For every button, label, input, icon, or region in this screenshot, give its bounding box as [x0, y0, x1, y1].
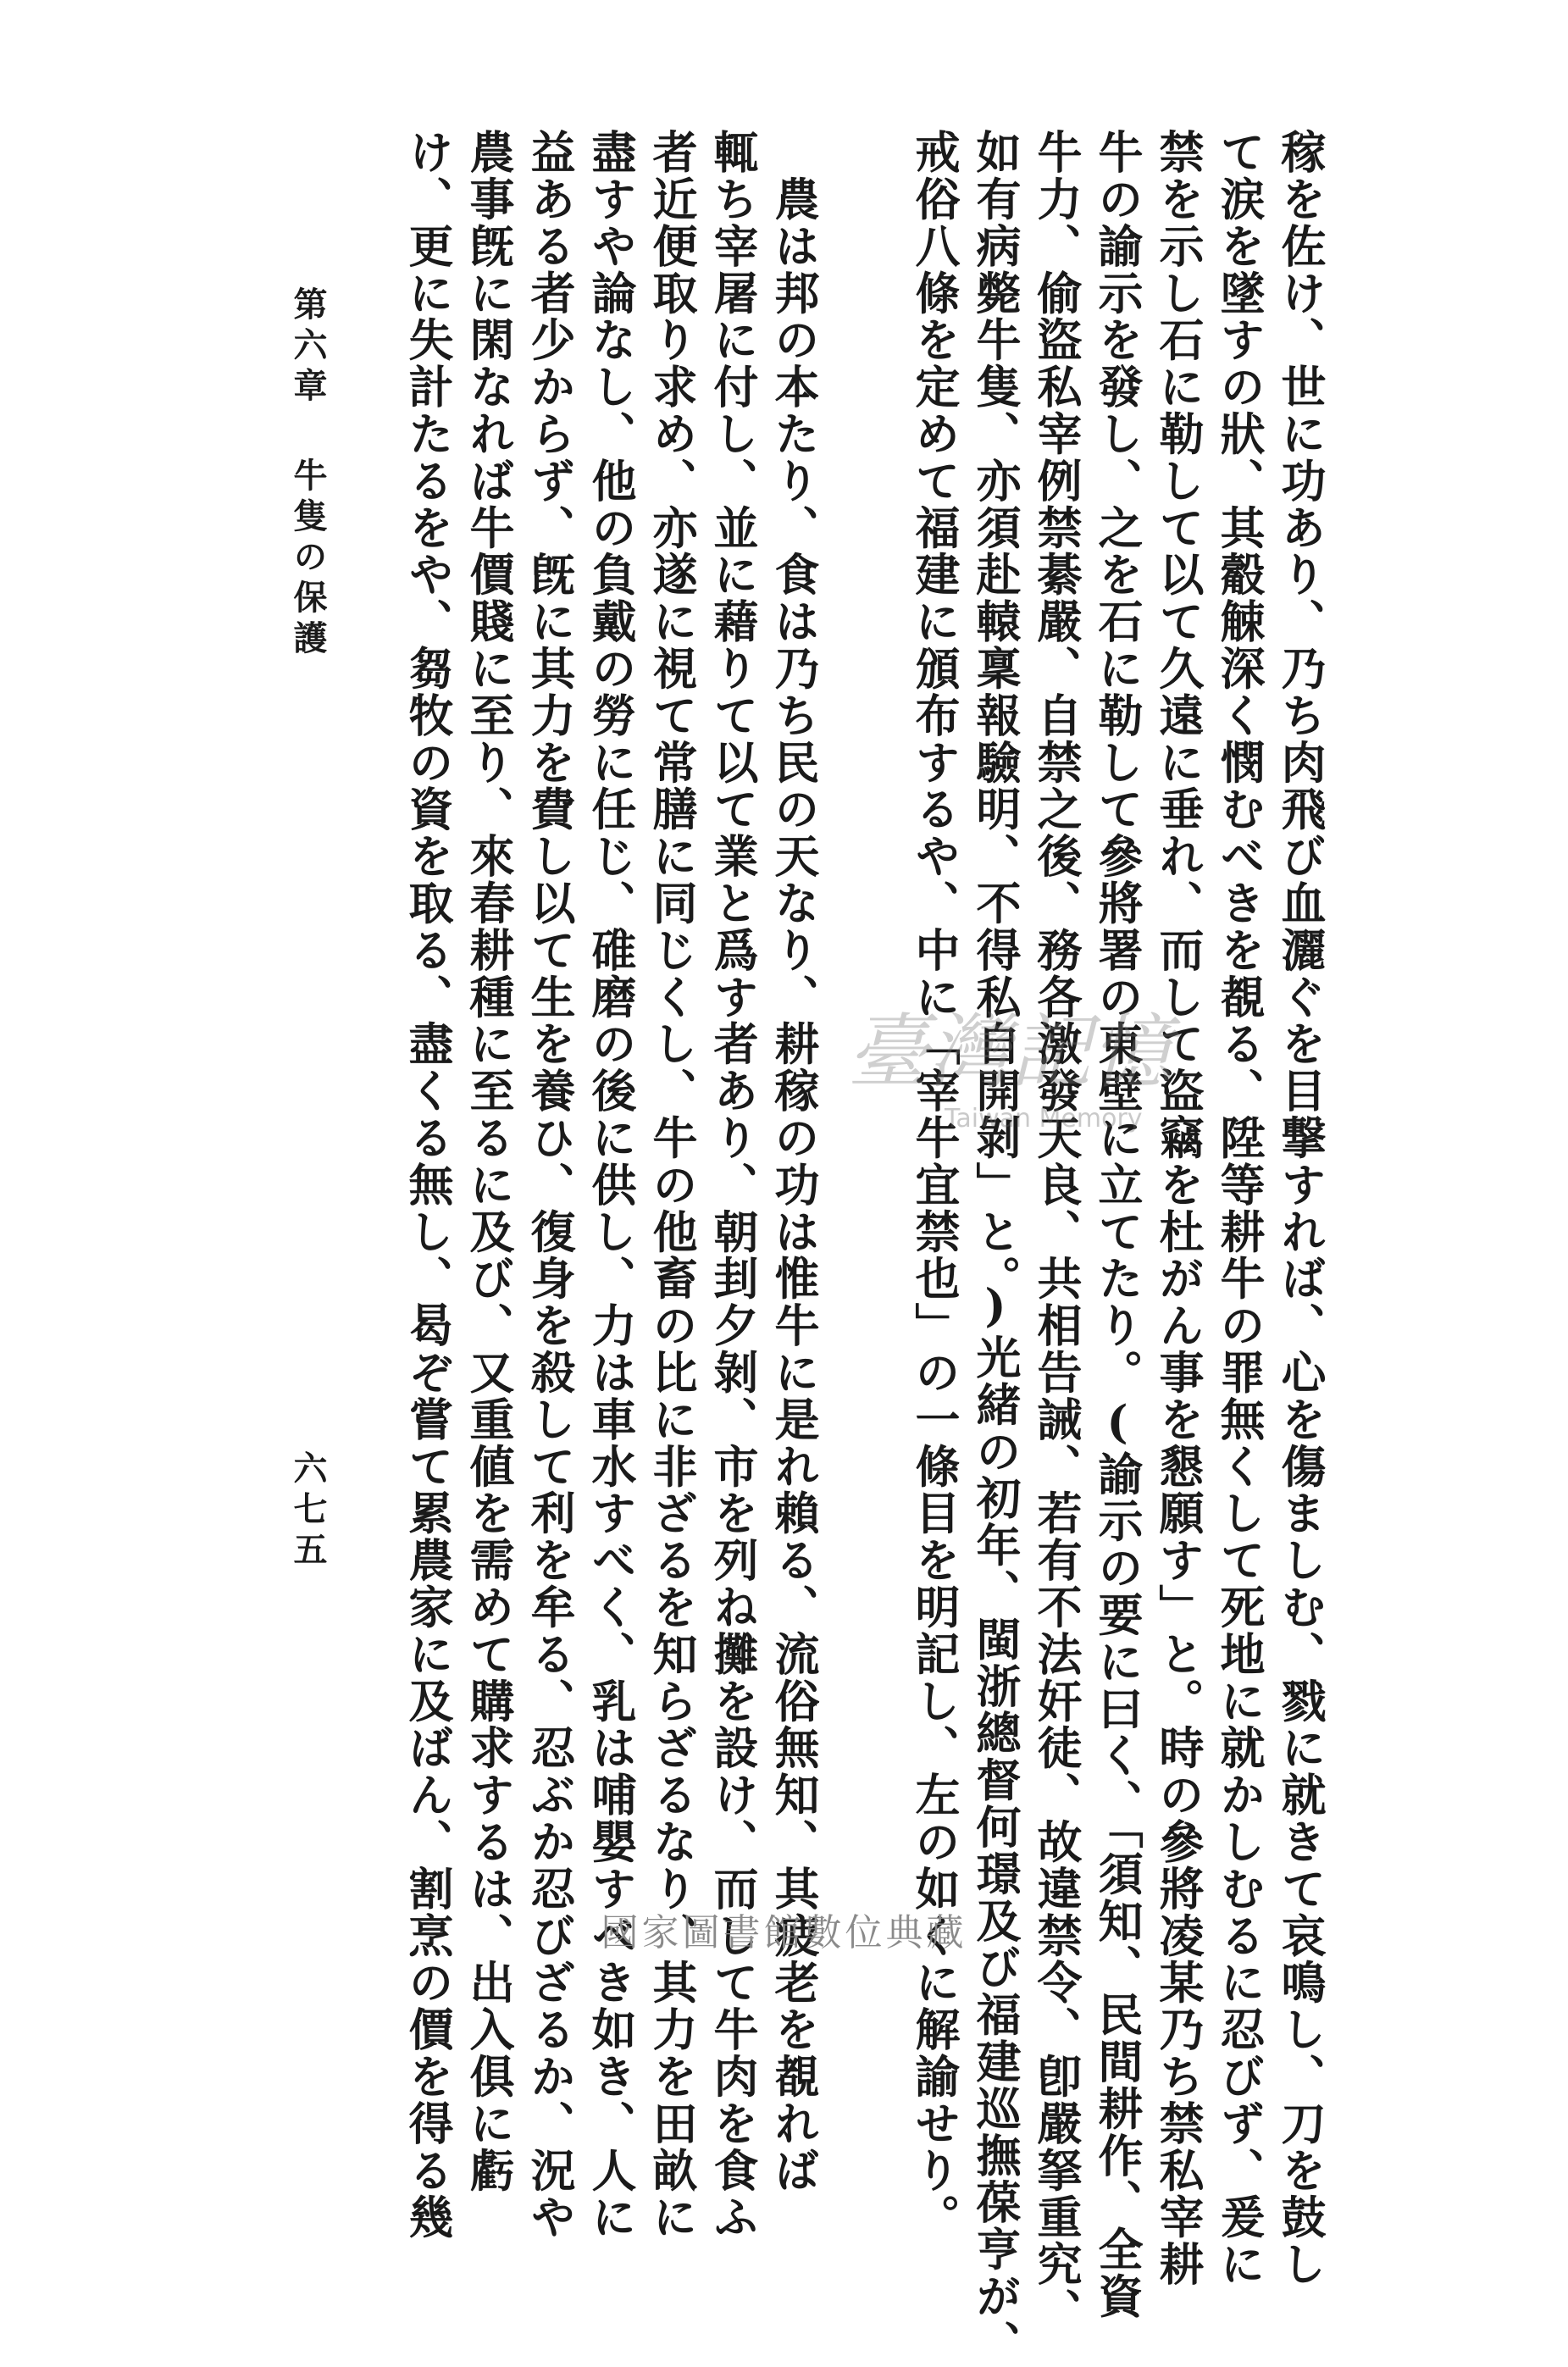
text-column-7: 戒俗八條を定めて福建に頒布するや、中に「宰牛宜禁也」の一條目を明記し、左の如くに解諭せり。: [908, 129, 961, 2241]
text-column-12: 益ある者少からず、旣に其力を費し以て生を養ひ、復身を殺して利を牟る、忍ぶか忍びざるか、況や: [524, 129, 576, 2241]
text-column-14: け、更に失計たるをや、芻牧の資を取る、盡くる無し、曷ぞ嘗て累農家に及ばん、割烹の價を得る幾: [402, 129, 454, 2241]
text-column-3: 禁を示し石に勒して以て久遠に垂れ、而して盜竊を杜がん事を懇願す」と。時の參將凌某乃ち禁私宰耕: [1152, 129, 1205, 2288]
text-column-5: 牛力、偷盜私宰例禁綦嚴、自禁之後、務各激發天良、共相告誡、若有不法奸徒、故違禁令、卽嚴拏重究、: [1030, 129, 1083, 2335]
text-column-11: 盡すや論なし、他の負戴の勞に任じ、碓磨の後に供し、力は車水すべく、乳は哺嬰すべき如き、人に: [585, 129, 637, 2241]
watermark-latin: Taiwan Memory: [945, 1104, 1143, 1134]
page-number: 六七五: [288, 1450, 328, 1572]
text-column-10: 者近便取り求め、亦遂に視て常膳に同じくし、牛の他畜の比に非ざるを知らざるなり、其力を田畝に: [645, 129, 698, 2241]
text-column-8: 農は邦の本たり、食は乃ち民の天なり、耕稼の功は惟牛に是れ賴る、流俗無知、其疲老を覩れば: [767, 129, 820, 2194]
text-column-4: 牛の諭示を發し、之を石に勒して參將署の東壁に立てたり。(諭示の要に曰く、「須知、民間耕作、全資: [1091, 129, 1144, 2320]
footer-credit: 國家圖書館數位典藏: [601, 1911, 967, 1954]
running-header-title: 牛隻の保護: [288, 457, 328, 661]
running-header-chapter: 第六章: [288, 286, 328, 408]
text-column-9: 輒ち宰屠に付し、並に藉りて以て業と爲す者あり、朝刲夕剝、市を列ね攤を設け、而して牛肉を食ふ: [706, 129, 759, 2241]
text-column-6: 如有病斃牛隻、亦須赴轅稟報驗明、不得私自開剝」と。)光緒の初年、閩浙總督何璟及び福建巡撫葆亨が、: [969, 129, 1022, 2367]
text-column-13: 農事旣に閑なれば牛價賤に至り、來春耕種に至るに及び、又重値を需めて購求するは、出入俱に虧: [463, 129, 515, 2194]
text-column-2: て涙を墜すの狀、其觳觫深く憫むべきを覩る、陞等耕牛の罪無くして死地に就かしむるに忍びず、爰に: [1213, 129, 1266, 2288]
svg-text:臺灣記憶: 臺灣記憶: [847, 1005, 1172, 1100]
text-column-1: 稼を佐け、世に功あり、乃ち肉飛び血灑ぐを目撃すれば、心を傷ましむ、戮に就きて哀鳴し、刀を鼓し: [1274, 129, 1327, 2288]
